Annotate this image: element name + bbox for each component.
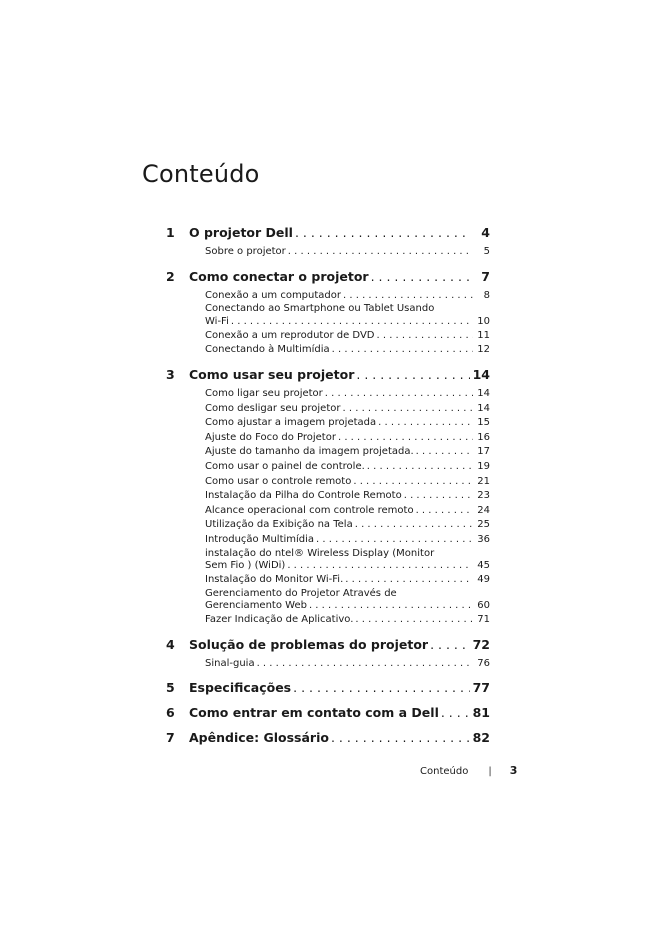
dot-leader — [316, 533, 473, 548]
dot-leader — [309, 600, 471, 613]
toc-chapter — [166, 268, 490, 358]
subsection-page-number: 45 — [477, 560, 490, 572]
toc-subsection-item[interactable] — [205, 518, 490, 533]
dot-leader — [231, 316, 471, 329]
chapter-title: Como usar seu projetor — [189, 366, 355, 382]
chapter-number: 5 — [166, 680, 175, 696]
toc-chapter-row[interactable] — [166, 679, 490, 696]
subsection-title: Alcance operacional com controle remoto — [205, 504, 414, 516]
subsection-title-continued: Gerenciamento Web — [205, 600, 307, 612]
subsection-title-continued-row — [205, 316, 490, 329]
subsection-page-number: 36 — [477, 533, 490, 545]
subsection-page-number: 14 — [477, 387, 490, 399]
subsection-page-number: 15 — [477, 417, 490, 429]
toc-chapter — [166, 704, 490, 721]
toc-subsection-item[interactable] — [205, 475, 490, 490]
subsection-title: Sinal-guia — [205, 657, 255, 669]
chapter-page-number: 77 — [472, 680, 490, 696]
chapter-page-number: 81 — [472, 705, 490, 721]
toc-subsection-list — [166, 245, 490, 260]
chapter-number: 7 — [166, 730, 175, 746]
toc-subsection-item[interactable] — [205, 289, 490, 304]
toc-chapter-row[interactable] — [166, 366, 490, 383]
dot-leader — [371, 268, 471, 285]
dot-leader — [378, 416, 473, 431]
page-title: Conteúdo — [142, 160, 260, 188]
chapter-page-number: 4 — [481, 225, 490, 240]
toc-subsection-item[interactable] — [205, 303, 490, 329]
dot-leader — [416, 504, 473, 519]
subsection-title-continued: Sem Fio ) (WiDi) — [205, 560, 286, 572]
toc-subsection-item[interactable] — [205, 489, 490, 504]
chapter-page-number: 72 — [472, 636, 490, 652]
toc-chapter — [166, 636, 490, 672]
subsection-title: Como ligar seu projetor — [205, 387, 323, 399]
dot-leader — [376, 329, 473, 344]
toc-subsection-item[interactable] — [205, 588, 490, 614]
chapter-number: 4 — [166, 636, 175, 652]
toc-chapter-row[interactable] — [166, 729, 490, 746]
subsection-title: Sobre o projetor — [205, 246, 286, 257]
dot-leader — [430, 636, 470, 653]
subsection-page-number: 24 — [477, 504, 490, 516]
dot-leader — [355, 518, 473, 533]
dot-leader — [332, 343, 473, 358]
chapter-title: O projetor Dell — [189, 225, 293, 240]
toc-subsection-item[interactable] — [205, 402, 490, 417]
dot-leader — [356, 366, 469, 383]
dot-leader — [441, 704, 470, 721]
toc-subsection-item[interactable] — [205, 431, 490, 446]
subsection-page-number: 76 — [477, 657, 490, 669]
page-footer — [420, 764, 517, 777]
toc-subsection-item[interactable] — [205, 329, 490, 344]
subsection-title: Instalação da Pilha do Controle Remoto — [205, 490, 402, 502]
chapter-page-number: 82 — [472, 730, 490, 746]
chapter-number: 1 — [166, 225, 175, 240]
subsection-title: Conectando ao Smartphone ou Tablet Usando — [205, 303, 435, 315]
dot-leader — [331, 729, 470, 746]
subsection-title: Como usar o painel de controle. — [205, 460, 365, 472]
subsection-page-number: 23 — [477, 490, 490, 502]
chapter-title: Como conectar o projetor — [189, 268, 369, 284]
subsection-page-number: 25 — [477, 519, 490, 531]
chapter-title: Solução de problemas do projetor — [189, 636, 429, 652]
subsection-title: Fazer Indicação de Aplicativo. — [205, 614, 354, 626]
subsection-page-number: 14 — [477, 402, 490, 414]
subsection-page-number: 16 — [477, 431, 490, 443]
toc-chapter — [166, 729, 490, 746]
subsection-title-continued-row — [205, 600, 490, 613]
toc-chapter-row[interactable] — [166, 704, 490, 721]
footer-page-number: 3 — [509, 764, 518, 777]
chapter-title: Apêndice: Glossário — [189, 730, 329, 746]
subsection-title: Como desligar seu projetor — [205, 402, 341, 414]
toc-subsection-list — [166, 289, 490, 358]
toc-chapter-row[interactable] — [166, 636, 490, 653]
toc-chapter-row[interactable] — [166, 268, 490, 285]
subsection-page-number: 60 — [477, 600, 490, 612]
dot-leader — [293, 679, 469, 696]
toc-subsection-item[interactable] — [205, 504, 490, 519]
subsection-title: Instalação do Monitor Wi-Fi. — [205, 574, 344, 586]
dot-leader — [404, 489, 473, 504]
subsection-title: Conexão a um reprodutor de DVD — [205, 329, 375, 341]
toc-subsection-item[interactable] — [205, 533, 490, 548]
footer-separator: | — [488, 766, 492, 777]
chapter-page-number: 7 — [481, 268, 490, 284]
chapter-number: 6 — [166, 705, 175, 721]
toc-chapter — [166, 366, 490, 628]
toc-chapter — [166, 224, 490, 260]
dot-leader — [257, 657, 473, 672]
subsection-title-continued: Wi-Fi — [205, 315, 229, 327]
footer-section-name: Conteúdo — [420, 766, 469, 777]
subsection-title: Como ajustar a imagem projetada — [205, 417, 377, 429]
chapter-title: Especificações — [189, 680, 292, 696]
toc-subsection-item[interactable] — [205, 573, 490, 588]
dot-leader — [416, 445, 473, 460]
subsection-title: Gerenciamento do Projetor Através de — [205, 587, 397, 599]
dot-leader — [355, 613, 473, 628]
subsection-title: Ajuste do tamanho da imagem projetada. — [205, 446, 414, 458]
toc-subsection-item[interactable] — [205, 245, 490, 260]
dot-leader — [288, 245, 473, 260]
subsection-page-number: 19 — [477, 460, 490, 472]
chapter-page-number: 14 — [472, 366, 490, 382]
subsection-page-number: 11 — [477, 329, 490, 341]
subsection-title: Introdução Multimídia — [205, 533, 315, 545]
dot-leader — [343, 402, 474, 417]
subsection-page-number: 5 — [483, 246, 490, 257]
subsection-page-number: 71 — [477, 614, 490, 626]
subsection-page-number: 21 — [477, 475, 490, 487]
chapter-number: 3 — [166, 366, 175, 382]
toc-subsection-item[interactable] — [205, 657, 490, 672]
subsection-title: instalação do ntel® Wireless Display (Monitor — [205, 547, 435, 559]
dot-leader — [338, 431, 473, 446]
toc-subsection-item[interactable] — [205, 343, 490, 358]
toc-chapter-row[interactable] — [166, 224, 490, 241]
toc-subsection-item[interactable] — [205, 613, 490, 628]
subsection-title: Conexão a um computador — [205, 289, 341, 301]
dot-leader — [287, 560, 471, 573]
chapter-number: 2 — [166, 268, 175, 284]
dot-leader — [353, 475, 473, 490]
subsection-title: Como usar o controle remoto — [205, 475, 352, 487]
table-of-contents — [166, 224, 490, 754]
subsection-title: Utilização da Exibição na Tela — [205, 519, 353, 531]
subsection-page-number: 17 — [477, 446, 490, 458]
toc-subsection-item[interactable] — [205, 387, 490, 402]
dot-leader — [367, 460, 473, 475]
subsection-page-number: 49 — [477, 574, 490, 586]
subsection-page-number: 10 — [477, 315, 490, 327]
dot-leader — [295, 224, 471, 241]
dot-leader — [325, 387, 473, 402]
toc-subsection-item[interactable] — [205, 416, 490, 431]
subsection-title: Conectando à Multimídia — [205, 344, 330, 356]
toc-subsection-item[interactable] — [205, 460, 490, 475]
subsection-title: Ajuste do Foco do Projetor — [205, 431, 336, 443]
subsection-page-number: 12 — [477, 344, 490, 356]
dot-leader — [343, 289, 473, 304]
subsection-title-continued-row — [205, 560, 490, 573]
toc-chapter — [166, 679, 490, 696]
toc-subsection-list — [166, 387, 490, 628]
toc-subsection-list — [166, 657, 490, 672]
chapter-title: Como entrar em contato com a Dell — [189, 705, 439, 721]
subsection-page-number: 8 — [483, 289, 490, 301]
toc-subsection-item[interactable] — [205, 445, 490, 460]
dot-leader — [345, 573, 473, 588]
toc-subsection-item[interactable] — [205, 548, 490, 574]
